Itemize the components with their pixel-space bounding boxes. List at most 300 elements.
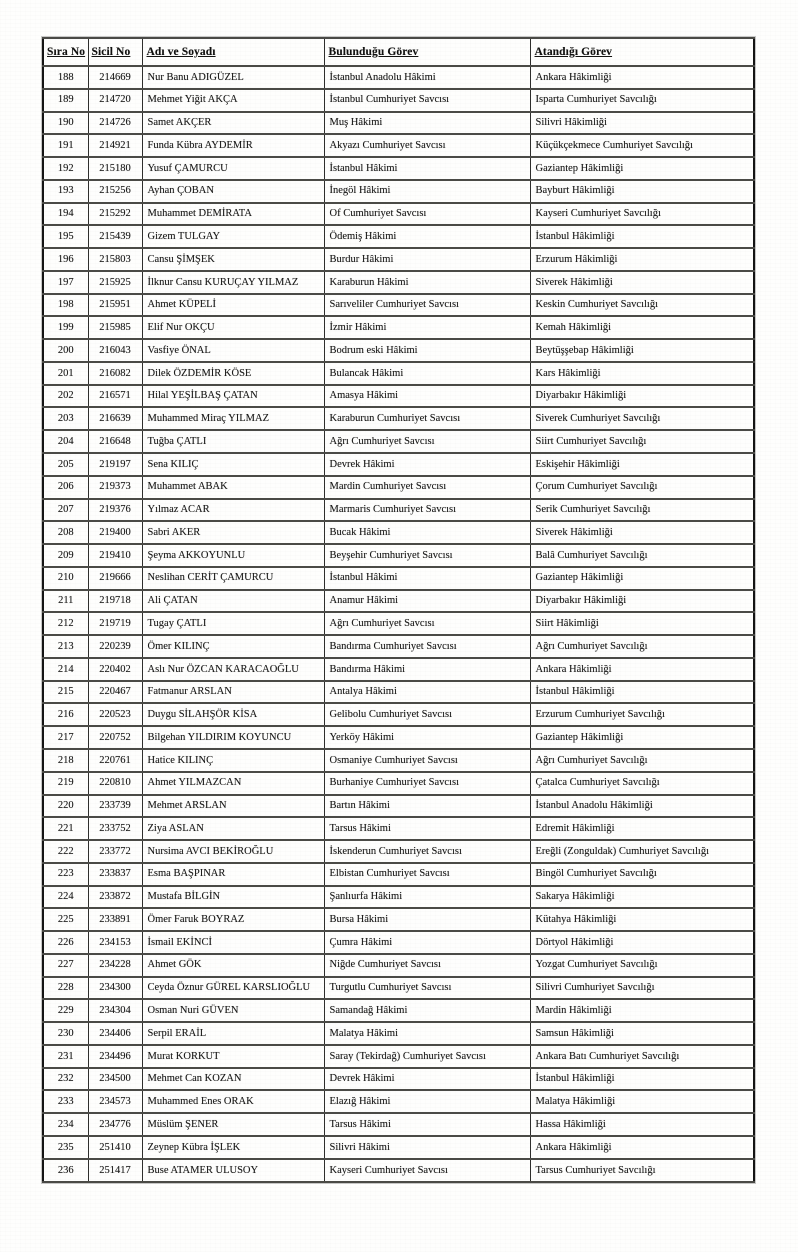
- cell-sicil-no: 233739: [88, 795, 142, 818]
- cell-sira-no: 208: [43, 521, 88, 544]
- cell-adi-soyadi: Yusuf ÇAMURCU: [142, 157, 324, 180]
- column-header-sicil-no: Sicil No: [88, 38, 142, 66]
- cell-atandigi-gorev: Mardin Hâkimliği: [530, 999, 754, 1022]
- cell-atandigi-gorev: Keskin Cumhuriyet Savcılığı: [530, 294, 754, 317]
- cell-sira-no: 226: [43, 931, 88, 954]
- cell-sicil-no: 234496: [88, 1045, 142, 1068]
- table-row: [43, 1090, 754, 1113]
- table-header-row: [43, 38, 754, 66]
- cell-sicil-no: 233891: [88, 908, 142, 931]
- cell-sira-no: 229: [43, 999, 88, 1022]
- cell-atandigi-gorev: Kemah Hâkimliği: [530, 316, 754, 339]
- cell-atandigi-gorev: Samsun Hâkimliği: [530, 1022, 754, 1045]
- table-row: [43, 908, 754, 931]
- cell-sira-no: 195: [43, 225, 88, 248]
- table-row: [43, 840, 754, 863]
- cell-adi-soyadi: Duygu SİLAHŞÖR KİSA: [142, 703, 324, 726]
- cell-sira-no: 206: [43, 476, 88, 499]
- table-row: [43, 1159, 754, 1182]
- cell-sicil-no: 215951: [88, 294, 142, 317]
- cell-bulundugu-gorev: Turgutlu Cumhuriyet Savcısı: [324, 977, 530, 1000]
- cell-atandigi-gorev: Silivri Cumhuriyet Savcılığı: [530, 977, 754, 1000]
- cell-atandigi-gorev: Ankara Batı Cumhuriyet Savcılığı: [530, 1045, 754, 1068]
- cell-atandigi-gorev: Sakarya Hâkimliği: [530, 886, 754, 909]
- table-body: [43, 66, 754, 1182]
- cell-bulundugu-gorev: Marmaris Cumhuriyet Savcısı: [324, 499, 530, 522]
- cell-sicil-no: 215292: [88, 203, 142, 226]
- column-header-adi-soyadi: Adı ve Soyadı: [142, 38, 324, 66]
- cell-bulundugu-gorev: Niğde Cumhuriyet Savcısı: [324, 954, 530, 977]
- cell-sira-no: 209: [43, 544, 88, 567]
- cell-atandigi-gorev: İstanbul Anadolu Hâkimliği: [530, 795, 754, 818]
- table-row: [43, 703, 754, 726]
- cell-bulundugu-gorev: Beyşehir Cumhuriyet Savcısı: [324, 544, 530, 567]
- cell-bulundugu-gorev: Elbistan Cumhuriyet Savcısı: [324, 863, 530, 886]
- table-row: [43, 134, 754, 157]
- cell-bulundugu-gorev: Burhaniye Cumhuriyet Savcısı: [324, 772, 530, 795]
- cell-atandigi-gorev: Siverek Hâkimliği: [530, 271, 754, 294]
- cell-atandigi-gorev: Bayburt Hâkimliği: [530, 180, 754, 203]
- cell-adi-soyadi: Mehmet ARSLAN: [142, 795, 324, 818]
- cell-atandigi-gorev: Siverek Hâkimliği: [530, 521, 754, 544]
- cell-sira-no: 224: [43, 886, 88, 909]
- cell-bulundugu-gorev: İnegöl Hâkimi: [324, 180, 530, 203]
- cell-atandigi-gorev: Siirt Cumhuriyet Savcılığı: [530, 430, 754, 453]
- table-row: [43, 1022, 754, 1045]
- cell-sicil-no: 234573: [88, 1090, 142, 1113]
- cell-sicil-no: 234304: [88, 999, 142, 1022]
- table-row: [43, 681, 754, 704]
- table-row: [43, 635, 754, 658]
- table-row: [43, 339, 754, 362]
- cell-atandigi-gorev: İstanbul Hâkimliği: [530, 225, 754, 248]
- cell-bulundugu-gorev: Of Cumhuriyet Savcısı: [324, 203, 530, 226]
- cell-sicil-no: 216082: [88, 362, 142, 385]
- cell-sicil-no: 219373: [88, 476, 142, 499]
- cell-sira-no: 210: [43, 567, 88, 590]
- table-row: [43, 66, 754, 89]
- cell-atandigi-gorev: İstanbul Hâkimliği: [530, 1068, 754, 1091]
- table-row: [43, 430, 754, 453]
- table-row: [43, 112, 754, 135]
- cell-bulundugu-gorev: Şanlıurfa Hâkimi: [324, 886, 530, 909]
- table-row: [43, 157, 754, 180]
- cell-bulundugu-gorev: Bulancak Hâkimi: [324, 362, 530, 385]
- cell-adi-soyadi: Buse ATAMER ULUSOY: [142, 1159, 324, 1182]
- cell-sicil-no: 215439: [88, 225, 142, 248]
- cell-adi-soyadi: Mehmet Can KOZAN: [142, 1068, 324, 1091]
- table-row: [43, 203, 754, 226]
- cell-adi-soyadi: Şeyma AKKOYUNLU: [142, 544, 324, 567]
- cell-bulundugu-gorev: Amasya Hâkimi: [324, 385, 530, 408]
- cell-sicil-no: 234500: [88, 1068, 142, 1091]
- cell-adi-soyadi: Yılmaz ACAR: [142, 499, 324, 522]
- table-row: [43, 863, 754, 886]
- cell-adi-soyadi: İsmail EKİNCİ: [142, 931, 324, 954]
- table-row: [43, 590, 754, 613]
- cell-sira-no: 205: [43, 453, 88, 476]
- cell-bulundugu-gorev: İskenderun Cumhuriyet Savcısı: [324, 840, 530, 863]
- cell-adi-soyadi: Cansu ŞİMŞEK: [142, 248, 324, 271]
- cell-adi-soyadi: Tuğba ÇATLI: [142, 430, 324, 453]
- cell-sira-no: 236: [43, 1159, 88, 1182]
- cell-atandigi-gorev: Ağrı Cumhuriyet Savcılığı: [530, 635, 754, 658]
- cell-adi-soyadi: Ömer KILINÇ: [142, 635, 324, 658]
- cell-sicil-no: 220239: [88, 635, 142, 658]
- cell-sira-no: 217: [43, 726, 88, 749]
- cell-bulundugu-gorev: Devrek Hâkimi: [324, 1068, 530, 1091]
- cell-bulundugu-gorev: Bursa Hâkimi: [324, 908, 530, 931]
- cell-bulundugu-gorev: Sarıveliler Cumhuriyet Savcısı: [324, 294, 530, 317]
- cell-sira-no: 214: [43, 658, 88, 681]
- cell-adi-soyadi: Dilek ÖZDEMİR KÖSE: [142, 362, 324, 385]
- cell-atandigi-gorev: Erzurum Cumhuriyet Savcılığı: [530, 703, 754, 726]
- cell-bulundugu-gorev: İstanbul Cumhuriyet Savcısı: [324, 89, 530, 112]
- cell-adi-soyadi: Samet AKÇER: [142, 112, 324, 135]
- cell-bulundugu-gorev: Muş Hâkimi: [324, 112, 530, 135]
- cell-adi-soyadi: Ali ÇATAN: [142, 590, 324, 613]
- cell-sira-no: 202: [43, 385, 88, 408]
- cell-adi-soyadi: Nursima AVCI BEKİROĞLU: [142, 840, 324, 863]
- table-row: [43, 521, 754, 544]
- cell-bulundugu-gorev: Saray (Tekirdağ) Cumhuriyet Savcısı: [324, 1045, 530, 1068]
- table-row: [43, 476, 754, 499]
- cell-adi-soyadi: Tugay ÇATLI: [142, 612, 324, 635]
- cell-sicil-no: 219718: [88, 590, 142, 613]
- cell-adi-soyadi: İlknur Cansu KURUÇAY YILMAZ: [142, 271, 324, 294]
- cell-atandigi-gorev: Silivri Hâkimliği: [530, 112, 754, 135]
- cell-atandigi-gorev: İstanbul Hâkimliği: [530, 681, 754, 704]
- table-row: [43, 567, 754, 590]
- cell-adi-soyadi: Muhammed Enes ORAK: [142, 1090, 324, 1113]
- cell-sicil-no: 219197: [88, 453, 142, 476]
- cell-sira-no: 222: [43, 840, 88, 863]
- cell-adi-soyadi: Vasfiye ÖNAL: [142, 339, 324, 362]
- cell-bulundugu-gorev: Silivri Hâkimi: [324, 1136, 530, 1159]
- cell-atandigi-gorev: Ereğli (Zonguldak) Cumhuriyet Savcılığı: [530, 840, 754, 863]
- cell-sicil-no: 219376: [88, 499, 142, 522]
- cell-sira-no: 220: [43, 795, 88, 818]
- cell-atandigi-gorev: Dörtyol Hâkimliği: [530, 931, 754, 954]
- cell-sira-no: 233: [43, 1090, 88, 1113]
- cell-bulundugu-gorev: Antalya Hâkimi: [324, 681, 530, 704]
- cell-sicil-no: 214669: [88, 66, 142, 89]
- cell-bulundugu-gorev: Elazığ Hâkimi: [324, 1090, 530, 1113]
- table-row: [43, 817, 754, 840]
- cell-adi-soyadi: Ahmet KÜPELİ: [142, 294, 324, 317]
- cell-sicil-no: 215925: [88, 271, 142, 294]
- cell-atandigi-gorev: Ankara Hâkimliği: [530, 658, 754, 681]
- cell-sicil-no: 234300: [88, 977, 142, 1000]
- cell-adi-soyadi: Müslüm ŞENER: [142, 1113, 324, 1136]
- cell-sira-no: 213: [43, 635, 88, 658]
- cell-atandigi-gorev: Ankara Hâkimliği: [530, 1136, 754, 1159]
- cell-adi-soyadi: Mehmet Yiğit AKÇA: [142, 89, 324, 112]
- cell-sicil-no: 233872: [88, 886, 142, 909]
- table-row: [43, 248, 754, 271]
- cell-sira-no: 234: [43, 1113, 88, 1136]
- cell-sira-no: 204: [43, 430, 88, 453]
- cell-sira-no: 221: [43, 817, 88, 840]
- assignment-table: [42, 37, 755, 1183]
- cell-bulundugu-gorev: Bandırma Hâkimi: [324, 658, 530, 681]
- table-row: [43, 316, 754, 339]
- cell-sira-no: 230: [43, 1022, 88, 1045]
- cell-sicil-no: 219666: [88, 567, 142, 590]
- cell-atandigi-gorev: Edremit Hâkimliği: [530, 817, 754, 840]
- table-row: [43, 749, 754, 772]
- cell-bulundugu-gorev: Ödemiş Hâkimi: [324, 225, 530, 248]
- cell-sicil-no: 215256: [88, 180, 142, 203]
- table-row: [43, 886, 754, 909]
- cell-bulundugu-gorev: İstanbul Hâkimi: [324, 567, 530, 590]
- cell-sicil-no: 216571: [88, 385, 142, 408]
- cell-sira-no: 189: [43, 89, 88, 112]
- cell-sicil-no: 219719: [88, 612, 142, 635]
- cell-atandigi-gorev: Hassa Hâkimliği: [530, 1113, 754, 1136]
- cell-adi-soyadi: Hatice KILINÇ: [142, 749, 324, 772]
- cell-adi-soyadi: Aslı Nur ÖZCAN KARACAOĞLU: [142, 658, 324, 681]
- cell-bulundugu-gorev: Çumra Hâkimi: [324, 931, 530, 954]
- cell-bulundugu-gorev: Devrek Hâkimi: [324, 453, 530, 476]
- table-row: [43, 407, 754, 430]
- cell-sira-no: 197: [43, 271, 88, 294]
- table-row: [43, 385, 754, 408]
- cell-atandigi-gorev: Çatalca Cumhuriyet Savcılığı: [530, 772, 754, 795]
- table-row: [43, 453, 754, 476]
- table-row: [43, 544, 754, 567]
- cell-adi-soyadi: Neslihan CERİT ÇAMURCU: [142, 567, 324, 590]
- cell-sicil-no: 215180: [88, 157, 142, 180]
- table-row: [43, 954, 754, 977]
- cell-bulundugu-gorev: Kayseri Cumhuriyet Savcısı: [324, 1159, 530, 1182]
- cell-adi-soyadi: Murat KORKUT: [142, 1045, 324, 1068]
- cell-bulundugu-gorev: Anamur Hâkimi: [324, 590, 530, 613]
- column-header-sira-no: Sıra No: [43, 38, 88, 66]
- cell-adi-soyadi: Elif Nur OKÇU: [142, 316, 324, 339]
- cell-sira-no: 218: [43, 749, 88, 772]
- cell-sira-no: 228: [43, 977, 88, 1000]
- cell-bulundugu-gorev: Karaburun Hâkimi: [324, 271, 530, 294]
- cell-sicil-no: 220523: [88, 703, 142, 726]
- cell-bulundugu-gorev: Mardin Cumhuriyet Savcısı: [324, 476, 530, 499]
- cell-sicil-no: 216043: [88, 339, 142, 362]
- cell-adi-soyadi: Zeynep Kübra İŞLEK: [142, 1136, 324, 1159]
- cell-sira-no: 235: [43, 1136, 88, 1159]
- table-row: [43, 1136, 754, 1159]
- table-row: [43, 977, 754, 1000]
- cell-bulundugu-gorev: Samandağ Hâkimi: [324, 999, 530, 1022]
- cell-atandigi-gorev: Küçükçekmece Cumhuriyet Savcılığı: [530, 134, 754, 157]
- table-row: [43, 499, 754, 522]
- cell-sicil-no: 214921: [88, 134, 142, 157]
- table-row: [43, 658, 754, 681]
- cell-sicil-no: 216648: [88, 430, 142, 453]
- cell-atandigi-gorev: Kayseri Cumhuriyet Savcılığı: [530, 203, 754, 226]
- cell-sira-no: 199: [43, 316, 88, 339]
- cell-sira-no: 207: [43, 499, 88, 522]
- cell-sira-no: 188: [43, 66, 88, 89]
- table-row: [43, 931, 754, 954]
- cell-sira-no: 231: [43, 1045, 88, 1068]
- cell-bulundugu-gorev: Bodrum eski Hâkimi: [324, 339, 530, 362]
- cell-sira-no: 194: [43, 203, 88, 226]
- cell-sicil-no: 219410: [88, 544, 142, 567]
- cell-sicil-no: 251410: [88, 1136, 142, 1159]
- cell-atandigi-gorev: Malatya Hâkimliği: [530, 1090, 754, 1113]
- cell-adi-soyadi: Funda Kübra AYDEMİR: [142, 134, 324, 157]
- cell-sicil-no: 234776: [88, 1113, 142, 1136]
- cell-sira-no: 198: [43, 294, 88, 317]
- cell-sicil-no: 220761: [88, 749, 142, 772]
- table-row: [43, 180, 754, 203]
- table-row: [43, 271, 754, 294]
- cell-atandigi-gorev: Erzurum Hâkimliği: [530, 248, 754, 271]
- column-header-atandigi-gorev: Atandığı Görev: [530, 38, 754, 66]
- cell-atandigi-gorev: Gaziantep Hâkimliği: [530, 157, 754, 180]
- cell-sicil-no: 214726: [88, 112, 142, 135]
- cell-atandigi-gorev: Yozgat Cumhuriyet Savcılığı: [530, 954, 754, 977]
- cell-bulundugu-gorev: Osmaniye Cumhuriyet Savcısı: [324, 749, 530, 772]
- cell-atandigi-gorev: Ağrı Cumhuriyet Savcılığı: [530, 749, 754, 772]
- cell-sicil-no: 214720: [88, 89, 142, 112]
- table-row: [43, 1068, 754, 1091]
- cell-adi-soyadi: Gizem TULGAY: [142, 225, 324, 248]
- cell-bulundugu-gorev: İstanbul Hâkimi: [324, 157, 530, 180]
- cell-adi-soyadi: Esma BAŞPINAR: [142, 863, 324, 886]
- cell-adi-soyadi: Ahmet GÖK: [142, 954, 324, 977]
- cell-sicil-no: 215985: [88, 316, 142, 339]
- table-row: [43, 795, 754, 818]
- cell-atandigi-gorev: Gaziantep Hâkimliği: [530, 567, 754, 590]
- cell-sira-no: 212: [43, 612, 88, 635]
- cell-sira-no: 201: [43, 362, 88, 385]
- cell-sira-no: 191: [43, 134, 88, 157]
- cell-sicil-no: 234153: [88, 931, 142, 954]
- cell-adi-soyadi: Ahmet YILMAZCAN: [142, 772, 324, 795]
- cell-bulundugu-gorev: Tarsus Hâkimi: [324, 817, 530, 840]
- cell-sira-no: 192: [43, 157, 88, 180]
- cell-sicil-no: 220467: [88, 681, 142, 704]
- cell-bulundugu-gorev: Tarsus Hâkimi: [324, 1113, 530, 1136]
- cell-atandigi-gorev: Beytüşşebap Hâkimliği: [530, 339, 754, 362]
- cell-sicil-no: 216639: [88, 407, 142, 430]
- cell-bulundugu-gorev: Akyazı Cumhuriyet Savcısı: [324, 134, 530, 157]
- cell-adi-soyadi: Ziya ASLAN: [142, 817, 324, 840]
- cell-sicil-no: 215803: [88, 248, 142, 271]
- cell-atandigi-gorev: Serik Cumhuriyet Savcılığı: [530, 499, 754, 522]
- cell-sira-no: 193: [43, 180, 88, 203]
- cell-sira-no: 219: [43, 772, 88, 795]
- cell-adi-soyadi: Sena KILIÇ: [142, 453, 324, 476]
- cell-adi-soyadi: Ceyda Öznur GÜREL KARSLIOĞLU: [142, 977, 324, 1000]
- cell-sicil-no: 233837: [88, 863, 142, 886]
- cell-atandigi-gorev: Siirt Hâkimliği: [530, 612, 754, 635]
- cell-adi-soyadi: Bilgehan YILDIRIM KOYUNCU: [142, 726, 324, 749]
- cell-atandigi-gorev: Eskişehir Hâkimliği: [530, 453, 754, 476]
- table-row: [43, 726, 754, 749]
- cell-sicil-no: 233772: [88, 840, 142, 863]
- cell-atandigi-gorev: Bingöl Cumhuriyet Savcılığı: [530, 863, 754, 886]
- cell-sicil-no: 251417: [88, 1159, 142, 1182]
- cell-adi-soyadi: Mustafa BİLGİN: [142, 886, 324, 909]
- cell-sira-no: 223: [43, 863, 88, 886]
- cell-bulundugu-gorev: Ağrı Cumhuriyet Savcısı: [324, 612, 530, 635]
- cell-sicil-no: 233752: [88, 817, 142, 840]
- cell-adi-soyadi: Muhammed Miraç YILMAZ: [142, 407, 324, 430]
- cell-bulundugu-gorev: Karaburun Cumhuriyet Savcısı: [324, 407, 530, 430]
- table-row: [43, 999, 754, 1022]
- cell-sira-no: 215: [43, 681, 88, 704]
- cell-sira-no: 227: [43, 954, 88, 977]
- cell-adi-soyadi: Fatmanur ARSLAN: [142, 681, 324, 704]
- table-row: [43, 294, 754, 317]
- cell-atandigi-gorev: Isparta Cumhuriyet Savcılığı: [530, 89, 754, 112]
- cell-bulundugu-gorev: Ağrı Cumhuriyet Savcısı: [324, 430, 530, 453]
- cell-bulundugu-gorev: İstanbul Anadolu Hâkimi: [324, 66, 530, 89]
- column-header-bulundugu-gorev: Bulunduğu Görev: [324, 38, 530, 66]
- cell-bulundugu-gorev: Bandırma Cumhuriyet Savcısı: [324, 635, 530, 658]
- cell-adi-soyadi: Osman Nuri GÜVEN: [142, 999, 324, 1022]
- cell-sira-no: 200: [43, 339, 88, 362]
- table-row: [43, 225, 754, 248]
- cell-sira-no: 216: [43, 703, 88, 726]
- cell-sira-no: 232: [43, 1068, 88, 1091]
- cell-sira-no: 190: [43, 112, 88, 135]
- cell-bulundugu-gorev: Burdur Hâkimi: [324, 248, 530, 271]
- cell-atandigi-gorev: Diyarbakır Hâkimliği: [530, 385, 754, 408]
- cell-sicil-no: 234228: [88, 954, 142, 977]
- cell-adi-soyadi: Nur Banu ADIGÜZEL: [142, 66, 324, 89]
- cell-bulundugu-gorev: İzmir Hâkimi: [324, 316, 530, 339]
- cell-sicil-no: 234406: [88, 1022, 142, 1045]
- cell-bulundugu-gorev: Bucak Hâkimi: [324, 521, 530, 544]
- cell-adi-soyadi: Ömer Faruk BOYRAZ: [142, 908, 324, 931]
- cell-bulundugu-gorev: Malatya Hâkimi: [324, 1022, 530, 1045]
- cell-adi-soyadi: Serpil ERAİL: [142, 1022, 324, 1045]
- table-row: [43, 1113, 754, 1136]
- table-row: [43, 362, 754, 385]
- table-row: [43, 612, 754, 635]
- cell-sicil-no: 220810: [88, 772, 142, 795]
- table-row: [43, 89, 754, 112]
- table-row: [43, 1045, 754, 1068]
- cell-bulundugu-gorev: Gelibolu Cumhuriyet Savcısı: [324, 703, 530, 726]
- cell-atandigi-gorev: Gaziantep Hâkimliği: [530, 726, 754, 749]
- cell-atandigi-gorev: Kars Hâkimliği: [530, 362, 754, 385]
- cell-adi-soyadi: Sabri AKER: [142, 521, 324, 544]
- cell-sicil-no: 220752: [88, 726, 142, 749]
- cell-sira-no: 196: [43, 248, 88, 271]
- cell-sira-no: 203: [43, 407, 88, 430]
- cell-adi-soyadi: Muhammet DEMİRATA: [142, 203, 324, 226]
- cell-sicil-no: 220402: [88, 658, 142, 681]
- cell-adi-soyadi: Ayhan ÇOBAN: [142, 180, 324, 203]
- cell-atandigi-gorev: Tarsus Cumhuriyet Savcılığı: [530, 1159, 754, 1182]
- cell-atandigi-gorev: Diyarbakır Hâkimliği: [530, 590, 754, 613]
- cell-bulundugu-gorev: Bartın Hâkimi: [324, 795, 530, 818]
- cell-bulundugu-gorev: Yerköy Hâkimi: [324, 726, 530, 749]
- cell-sira-no: 211: [43, 590, 88, 613]
- cell-sira-no: 225: [43, 908, 88, 931]
- cell-sicil-no: 219400: [88, 521, 142, 544]
- cell-adi-soyadi: Muhammet ABAK: [142, 476, 324, 499]
- cell-atandigi-gorev: Ankara Hâkimliği: [530, 66, 754, 89]
- cell-atandigi-gorev: Çorum Cumhuriyet Savcılığı: [530, 476, 754, 499]
- table-row: [43, 772, 754, 795]
- cell-atandigi-gorev: Balâ Cumhuriyet Savcılığı: [530, 544, 754, 567]
- cell-atandigi-gorev: Kütahya Hâkimliği: [530, 908, 754, 931]
